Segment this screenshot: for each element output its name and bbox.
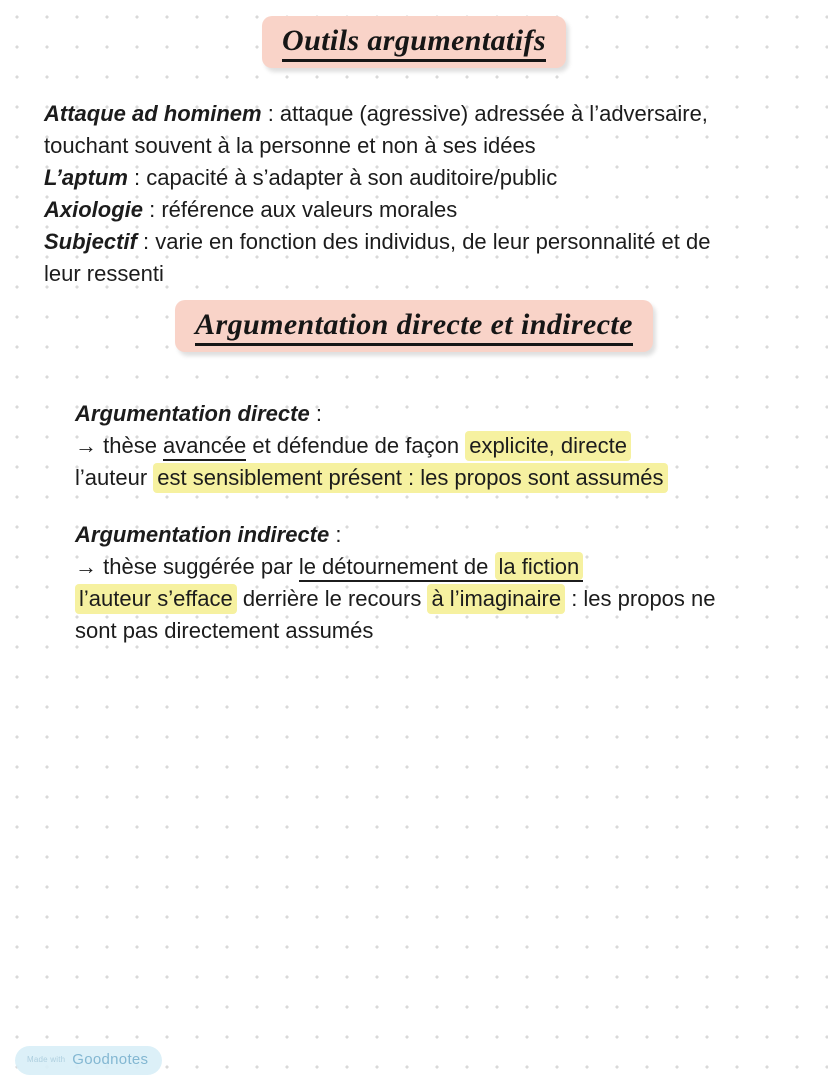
section-argumentation-indirecte — [75, 519, 778, 647]
definition-attaque-continuation — [44, 130, 792, 162]
definitions-paragraph — [44, 98, 792, 290]
section-heading-line — [75, 519, 778, 551]
directe-line-2 — [75, 462, 778, 494]
body-text: → thèse — [75, 433, 164, 458]
definition-axiologie — [44, 194, 792, 226]
directe-line-1 — [75, 430, 778, 462]
definition-text: : capacité à s’adapter à son auditoire/public — [127, 165, 558, 190]
definition-text: leur ressenti — [44, 261, 164, 286]
highlighted-text: l’auteur s’efface — [75, 584, 237, 614]
definition-term: L’aptum — [44, 165, 128, 190]
section-argumentation-directe — [75, 398, 778, 494]
section-heading-line — [75, 398, 778, 430]
title-argumentation-wrapper — [0, 300, 828, 352]
section-heading: Argumentation directe — [75, 401, 310, 426]
definition-text: : attaque (agressive) adressée à l’adversaire, — [261, 101, 708, 126]
watermark-prefix: Made with — [27, 1055, 66, 1064]
underlined-text — [299, 554, 583, 582]
body-text: et défendue de façon — [246, 433, 466, 458]
body-text: → thèse suggérée par — [75, 554, 299, 579]
highlighted-text: la fiction — [495, 552, 584, 580]
definition-text: : référence aux valeurs morales — [143, 197, 458, 222]
definition-subjectif — [44, 226, 792, 258]
highlighted-text: à l’imaginaire — [427, 584, 565, 614]
goodnotes-logo: Goodnotes — [72, 1051, 149, 1068]
body-text: : les propos ne — [565, 586, 716, 611]
body-text: sont pas directement assumés — [75, 618, 374, 643]
indirecte-line-3 — [75, 615, 778, 647]
highlighted-text: est sensiblement présent : les propos sont assumés — [153, 463, 667, 493]
definition-term: Axiologie — [44, 197, 144, 222]
section-title: Argumentation directe et indirecte — [195, 308, 633, 346]
definition-aptum — [44, 162, 792, 194]
definition-attaque-ad-hominem — [44, 98, 792, 130]
section-heading-colon: : — [309, 401, 322, 426]
section-heading-colon: : — [329, 522, 342, 547]
underlined-plain: le détournement de — [298, 554, 495, 579]
indirecte-line-1 — [75, 551, 778, 583]
note-page — [0, 16, 828, 1086]
highlighted-text: explicite, directe — [465, 431, 631, 461]
definition-term: Attaque ad hominem — [44, 101, 262, 126]
definition-text: touchant souvent à la personne et non à ses idées — [44, 133, 536, 158]
page-title: Outils argumentatifs — [282, 24, 546, 62]
goodnotes-watermark-badge[interactable] — [15, 1046, 162, 1075]
title-outils-wrapper — [0, 16, 828, 68]
indirecte-line-2 — [75, 583, 778, 615]
section-heading: Argumentation indirecte — [75, 522, 330, 547]
body-text: derrière le recours — [236, 586, 428, 611]
underlined-text: avancée — [163, 433, 246, 461]
body-text: l’auteur — [75, 465, 154, 490]
definition-subjectif-continuation — [44, 258, 792, 290]
definition-text: : varie en fonction des individus, de leur personnalité et de — [136, 229, 711, 254]
title-outils-highlight — [262, 16, 566, 68]
title-argumentation-highlight — [175, 300, 653, 352]
definition-term: Subjectif — [44, 229, 137, 254]
